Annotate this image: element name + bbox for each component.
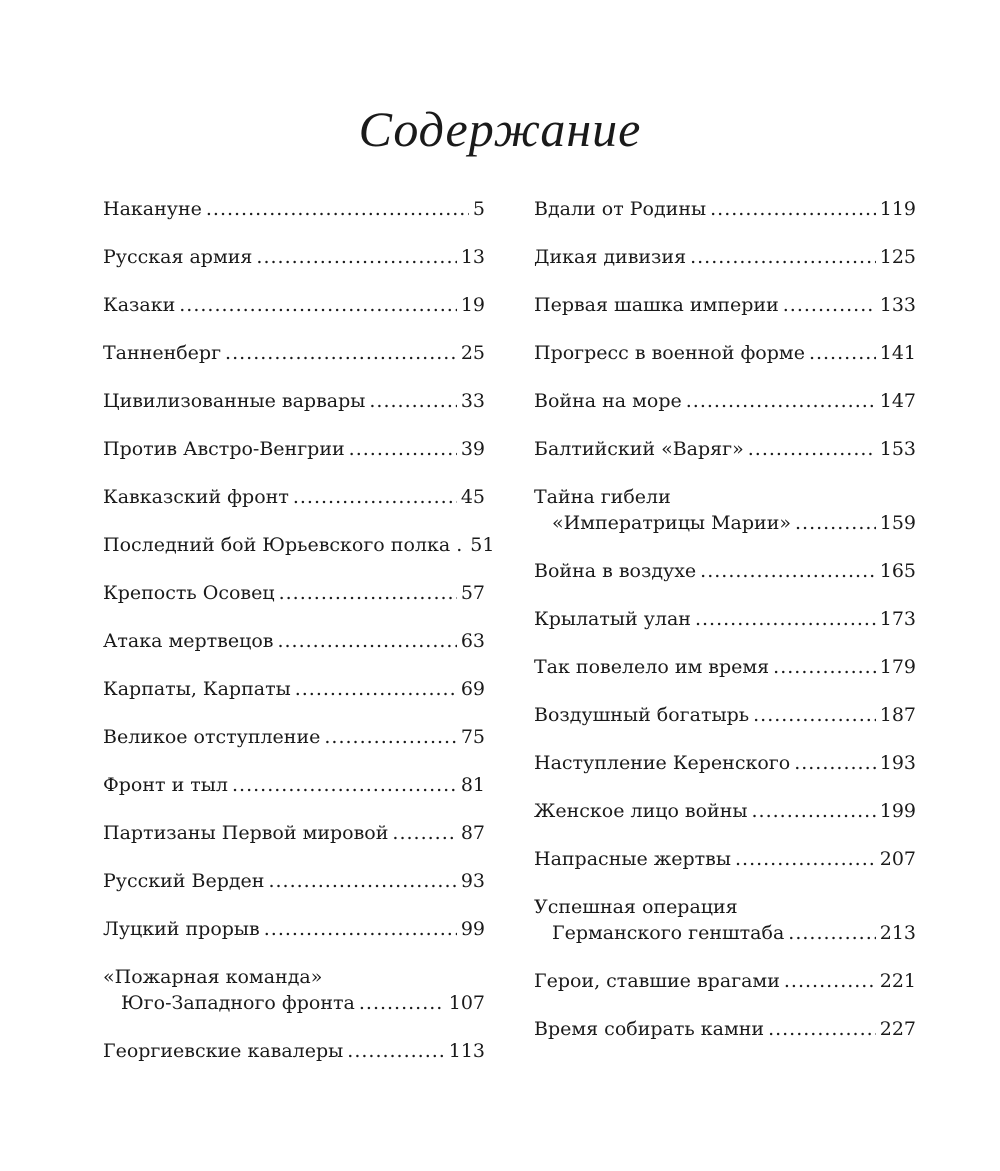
leader-dots — [268, 868, 456, 894]
leader-dots — [369, 388, 456, 414]
toc-entry[interactable] — [534, 244, 916, 270]
toc-label: Время собирать камни — [534, 1018, 765, 1040]
toc-page: 153 — [879, 438, 916, 460]
toc-label: Тайна гибели — [534, 486, 671, 508]
toc-entry[interactable] — [103, 196, 485, 222]
leader-dots — [695, 606, 876, 632]
toc-entry[interactable] — [103, 964, 485, 1016]
toc-page: 63 — [460, 630, 485, 652]
leader-dots — [347, 1038, 444, 1064]
toc-entry[interactable] — [103, 244, 485, 270]
toc-label: Успешная операция — [534, 896, 738, 918]
toc-entry[interactable] — [534, 702, 916, 728]
toc-page: 179 — [879, 656, 916, 678]
toc-entry[interactable] — [103, 868, 485, 894]
leader-dots — [752, 798, 876, 824]
toc-label: Война на море — [534, 390, 682, 412]
toc-entry[interactable] — [534, 196, 916, 222]
toc-entry[interactable] — [534, 798, 916, 824]
toc-label: Наступление Керенского — [534, 752, 791, 774]
toc-page: 81 — [460, 774, 485, 796]
toc-entry[interactable] — [534, 846, 916, 872]
toc-page: 107 — [448, 992, 485, 1014]
leader-dots — [256, 244, 456, 270]
toc-label: Дикая дивизия — [534, 246, 687, 268]
toc-entry[interactable] — [103, 436, 485, 462]
toc-label: Последний бой Юрьевского полка . — [103, 534, 463, 556]
toc-label: Женское лицо войны — [534, 800, 748, 822]
toc-entry[interactable] — [103, 388, 485, 414]
leader-dots — [686, 388, 876, 414]
toc-entry[interactable] — [534, 750, 916, 776]
toc-label: Фронт и тыл — [103, 774, 228, 796]
toc-page: 187 — [879, 704, 916, 726]
leader-dots — [232, 772, 457, 798]
toc-entry[interactable] — [103, 724, 485, 750]
toc-page: 207 — [879, 848, 916, 870]
toc-label: Первая шашка империи — [534, 294, 779, 316]
toc-label: Крылатый улан — [534, 608, 691, 630]
leader-dots — [324, 724, 456, 750]
toc-entry[interactable] — [103, 1038, 485, 1064]
leader-dots — [809, 340, 876, 366]
toc-entry[interactable] — [534, 558, 916, 584]
toc-label: Напрасные жертвы — [534, 848, 731, 870]
leader-dots — [392, 820, 456, 846]
toc-entry[interactable] — [534, 894, 916, 946]
leader-dots — [794, 750, 876, 776]
leader-dots — [710, 196, 876, 222]
leader-dots — [293, 484, 457, 510]
toc-entry[interactable] — [103, 484, 485, 510]
toc-label: Цивилизованные варвары — [103, 390, 366, 412]
leader-dots — [179, 292, 457, 318]
toc-page: 165 — [879, 560, 916, 582]
leader-dots — [690, 244, 876, 270]
toc-label: Партизаны Первой мировой — [103, 822, 389, 844]
toc-entry[interactable] — [103, 292, 485, 318]
leader-dots — [783, 292, 876, 318]
toc-entry[interactable] — [534, 436, 916, 462]
toc-label: Великое отступление — [103, 726, 321, 748]
leader-dots — [279, 580, 457, 606]
toc-entry[interactable] — [534, 340, 916, 366]
toc-page: 221 — [879, 970, 916, 992]
toc-entry[interactable] — [103, 820, 485, 846]
toc-entry[interactable] — [534, 292, 916, 318]
toc-page: 141 — [879, 342, 916, 364]
toc-right-column — [534, 196, 916, 1064]
toc-label: Русская армия — [103, 246, 253, 268]
toc-label: Атака мертвецов — [103, 630, 274, 652]
toc-page: 51 — [470, 534, 495, 556]
leader-dots — [206, 196, 469, 222]
toc-label: Балтийский «Варяг» — [534, 438, 744, 460]
toc-label: Крепость Осовец — [103, 582, 275, 604]
toc-page: 173 — [879, 608, 916, 630]
leader-dots — [788, 920, 875, 946]
leader-dots — [295, 676, 457, 702]
toc-entry[interactable] — [534, 388, 916, 414]
toc-label: Кавказский фронт — [103, 486, 289, 508]
toc-page: 5 — [472, 198, 485, 220]
toc-page: 87 — [460, 822, 485, 844]
toc-page: 193 — [879, 752, 916, 774]
toc-label-continued: Германского генштаба — [552, 922, 785, 944]
toc-label-continued: «Императрицы Марии» — [552, 512, 791, 534]
toc-entry[interactable] — [103, 916, 485, 942]
toc-page: 39 — [460, 438, 485, 460]
toc-page: 227 — [879, 1018, 916, 1040]
toc-page: 213 — [879, 922, 916, 944]
toc-page: 45 — [460, 486, 485, 508]
toc-page: 119 — [879, 198, 916, 220]
toc-entry[interactable] — [534, 606, 916, 632]
leader-dots — [225, 340, 457, 366]
toc-page: 125 — [879, 246, 916, 268]
toc-label: Карпаты, Карпаты — [103, 678, 291, 700]
toc-label: Прогресс в военной форме — [534, 342, 805, 364]
leader-dots — [773, 654, 876, 680]
toc-entry[interactable] — [103, 532, 495, 558]
leader-dots — [748, 436, 876, 462]
toc-page: 19 — [460, 294, 485, 316]
toc-page: 93 — [460, 870, 485, 892]
toc-label: Луцкий прорыв — [103, 918, 260, 940]
toc-label: Танненберг — [103, 342, 222, 364]
toc-label: Русский Верден — [103, 870, 265, 892]
toc-page: 133 — [879, 294, 916, 316]
toc-entry[interactable] — [534, 484, 916, 536]
toc-page: 13 — [460, 246, 485, 268]
leader-dots — [795, 510, 876, 536]
toc-left-column — [103, 196, 495, 1086]
leader-dots — [264, 916, 457, 942]
toc-entry[interactable] — [103, 340, 485, 366]
toc-entry[interactable] — [103, 628, 485, 654]
leader-dots — [784, 968, 876, 994]
toc-page: 199 — [879, 800, 916, 822]
toc-label: Герои, ставшие врагами — [534, 970, 780, 992]
toc-page: 147 — [879, 390, 916, 412]
toc-page: 113 — [448, 1040, 485, 1062]
toc-page: 25 — [460, 342, 485, 364]
toc-entry[interactable] — [103, 580, 485, 606]
toc-label: «Пожарная команда» — [103, 966, 323, 988]
toc-label: Накануне — [103, 198, 202, 220]
toc-page: 57 — [460, 582, 485, 604]
toc-label: Против Австро-Венгрии — [103, 438, 345, 460]
leader-dots — [277, 628, 456, 654]
leader-dots — [735, 846, 876, 872]
toc-entry[interactable] — [534, 654, 916, 680]
toc-page: 33 — [460, 390, 485, 412]
leader-dots — [359, 990, 445, 1016]
toc-label-continued: Юго-Западного фронта — [121, 992, 355, 1014]
toc-label: Так повелело им время — [534, 656, 770, 678]
leader-dots — [753, 702, 876, 728]
page-title: Содержание — [358, 101, 642, 157]
toc-entry[interactable] — [534, 968, 916, 994]
leader-dots — [700, 558, 876, 584]
toc-entry[interactable] — [534, 1016, 916, 1042]
toc-label: Вдали от Родины — [534, 198, 707, 220]
toc-entry[interactable] — [103, 676, 485, 702]
toc-page: 75 — [460, 726, 485, 748]
toc-page: 159 — [879, 512, 916, 534]
toc-entry[interactable] — [103, 772, 485, 798]
toc-label: Воздушный богатырь — [534, 704, 750, 726]
toc-label: Война в воздухе — [534, 560, 697, 582]
leader-dots — [349, 436, 457, 462]
toc-page: 99 — [460, 918, 485, 940]
toc-label: Казаки — [103, 294, 176, 316]
toc-page: 69 — [460, 678, 485, 700]
leader-dots — [768, 1016, 876, 1042]
toc-label: Георгиевские кавалеры — [103, 1040, 344, 1062]
